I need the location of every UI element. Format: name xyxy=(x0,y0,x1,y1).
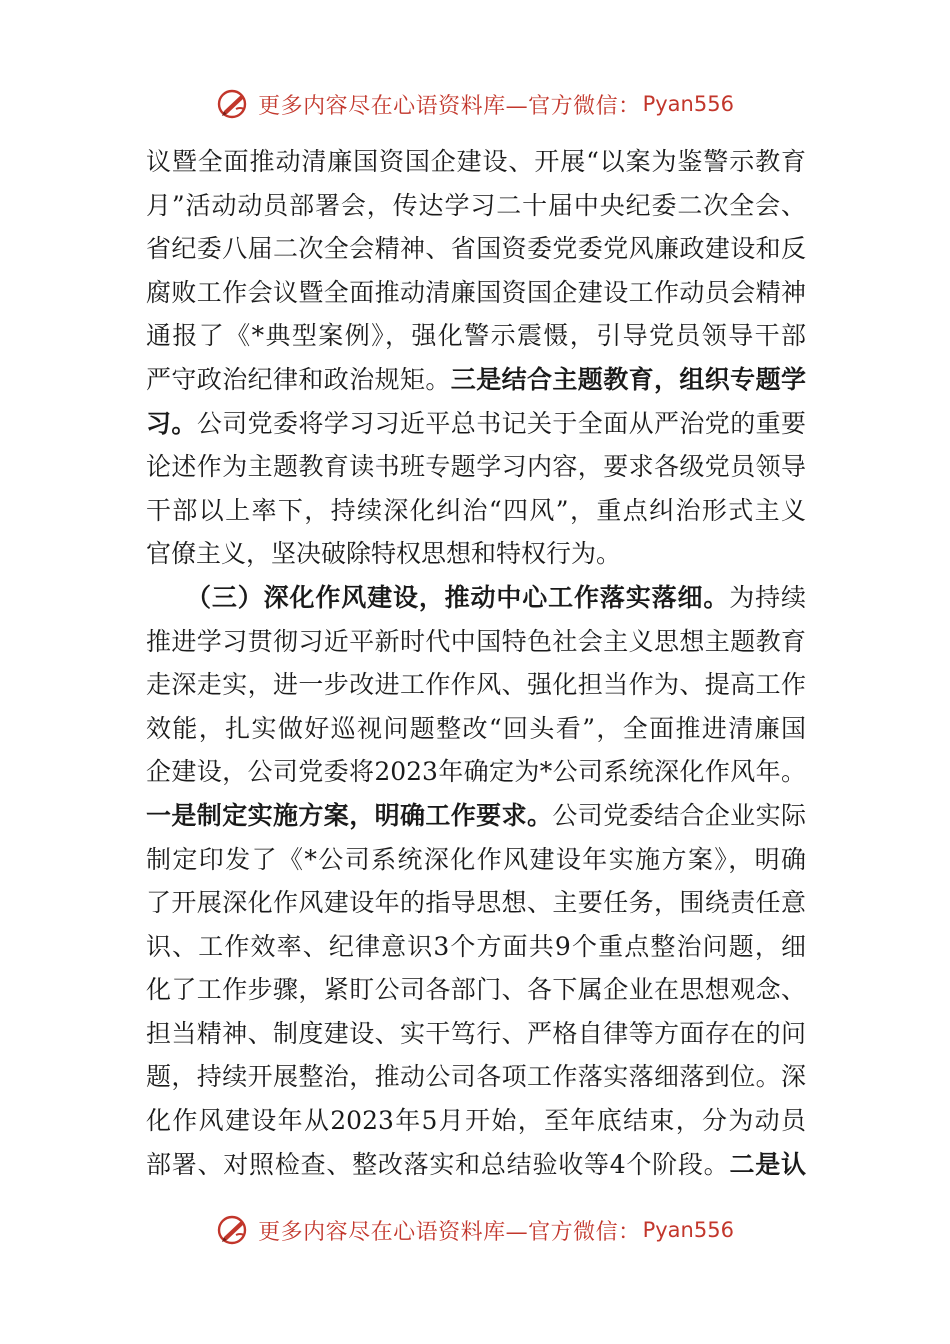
section-heading: （三）深化作风建设，推动中心工作落实落细。 xyxy=(186,582,730,612)
text-line: 习。公司党委将学习习近平总书记关于全面从严治党的重要 xyxy=(146,408,806,438)
footer-watermark-banner xyxy=(0,1210,950,1250)
document-body xyxy=(146,140,806,1186)
text-line: 推进学习贯彻习近平新时代中国特色社会主义思想主题教育 xyxy=(146,626,806,656)
bold-heading: 习。 xyxy=(146,408,197,438)
text-line: 干部以上率下，持续深化纠治“四风”，重点纠治形式主义 xyxy=(146,495,806,525)
text-line: 腐败工作会议暨全面推动清廉国资国企建设工作动员会精神 xyxy=(146,277,806,307)
banner-text: 更多内容尽在心语资料库—官方微信： xyxy=(258,1219,641,1245)
banner-wechat-id: Pyan556 xyxy=(642,92,734,116)
bold-heading: 二是认 xyxy=(729,1149,806,1179)
text-line: 了开展深化作风建设年的指导思想、主要任务，围绕责任意 xyxy=(146,888,806,918)
bold-heading: 三是结合主题教育，组织专题学 xyxy=(450,364,806,394)
text-line: 制定印发了《*公司系统深化作风建设年实施方案》，明确 xyxy=(146,844,806,874)
text-line: 题，持续开展整治，推动公司各项工作落实落细落到位。深 xyxy=(146,1062,806,1092)
text-line: 省纪委八届二次全会精神、省国资委党委党风廉政建设和反 xyxy=(146,234,806,264)
text-line: 部署、对照检查、整改落实和总结验收等4个阶段。二是认 xyxy=(146,1149,806,1179)
text-line: 议暨全面推动清廉国资国企建设、开展“以案为鉴警示教育 xyxy=(146,147,806,176)
section-heading-line: （三）深化作风建设，推动中心工作落实落细。为持续 xyxy=(186,582,806,612)
header-watermark-banner xyxy=(0,84,950,124)
text-line: 论述作为主题教育读书班专题学习内容，要求各级党员领导 xyxy=(146,452,806,482)
text-line: 官僚主义，坚决破除特权思想和特权行为。 xyxy=(146,539,622,569)
pen-logo-icon xyxy=(216,1213,250,1247)
text-line: 化了工作步骤，紧盯公司各部门、各下属企业在思想观念、 xyxy=(146,975,806,1005)
text-line: 严守政治纪律和政治规矩。三是结合主题教育，组织专题学 xyxy=(146,364,806,394)
text-line: 效能，扎实做好巡视问题整改“回头看”，全面推进清廉国 xyxy=(146,713,806,743)
text-line: 识、工作效率、纪律意识3个方面共9个重点整治问题，细 xyxy=(146,931,806,961)
text-line: 通报了《*典型案例》，强化警示震慑，引导党员领导干部 xyxy=(146,321,806,351)
pen-logo-icon xyxy=(216,87,250,121)
text-line: 企建设，公司党委将2023年确定为*公司系统深化作风年。 xyxy=(146,757,806,787)
text-line: 一是制定实施方案，明确工作要求。公司党委结合企业实际 xyxy=(146,800,806,830)
text-line: 月”活动动员部署会，传达学习二十届中央纪委二次全会、 xyxy=(146,190,806,220)
bold-heading: 一是制定实施方案，明确工作要求。 xyxy=(146,800,553,830)
text-line: 走深走实，进一步改进工作作风、强化担当作为、提高工作 xyxy=(146,670,806,700)
text-line: 担当精神、制度建设、实干笃行、严格自律等方面存在的问 xyxy=(146,1018,806,1048)
banner-text: 更多内容尽在心语资料库—官方微信： xyxy=(258,93,641,119)
banner-wechat-id: Pyan556 xyxy=(642,1218,734,1242)
text-line: 化作风建设年从2023年5月开始，至年底结束，分为动员 xyxy=(146,1106,806,1136)
